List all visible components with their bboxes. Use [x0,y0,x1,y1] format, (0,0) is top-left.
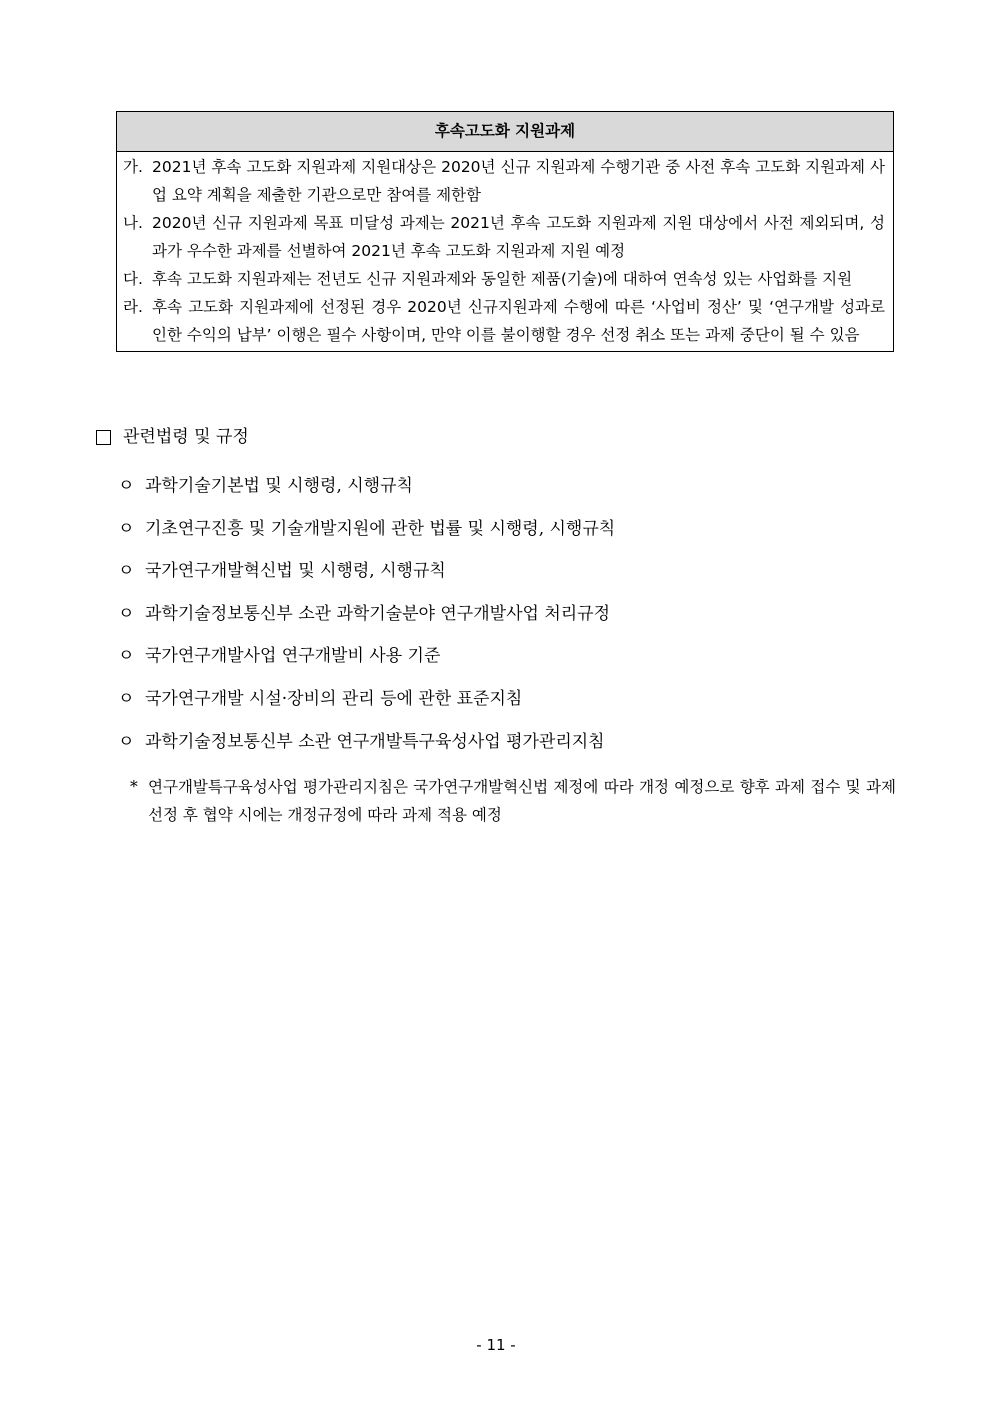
item-text: 2020년 신규 지원과제 목표 미달성 과제는 2021년 후속 고도화 지원과제 지원 대상에서 사전 제외되며, 성과가 우수한 과제를 선별하여 2021년 후속 고도화 지원과제 지원 예정 [152,214,885,260]
item-marker: 다. [123,270,143,288]
box-item [123,153,885,209]
law-text: 과학기술정보통신부 소관 연구개발특구육성사업 평가관리지침 [145,731,605,752]
asterisk-icon: * [130,778,138,796]
list-item [118,557,615,600]
bullet-icon: ㅇ [118,476,135,496]
list-item [118,472,615,515]
item-marker: 라. [123,298,143,316]
bullet-icon: ㅇ [118,561,135,582]
bullet-icon: ㅇ [118,518,135,539]
list-item [118,685,615,728]
page-number: - 11 - [476,1336,516,1354]
list-item [118,728,615,771]
box-item [123,209,885,265]
item-text: 2021년 후속 고도화 지원과제 지원대상은 2020년 신규 지원과제 수행기관 중 사전 후속 고도화 지원과제 사업 요약 계획을 제출한 기관으로만 참여를 제한함 [152,158,885,204]
item-marker: 나. [123,214,143,232]
law-text: 국가연구개발혁신법 및 시행령, 시행규칙 [145,561,446,582]
list-item [118,600,615,643]
checkbox-square-icon [96,430,111,445]
law-text: 국가연구개발 시설·장비의 관리 등에 관한 표준지침 [145,688,523,709]
bullet-icon: ㅇ [118,646,135,667]
item-text: 후속 고도화 지원과제에 선정된 경우 2020년 신규지원과제 수행에 따른 ‘사업비 정산’ 및 ‘연구개발 성과로 인한 수익의 납부’ 이행은 필수 사항이며, 만약 이를 불이행할 경우 선정 취소 또는 과제 중단이 될 수 있음 [152,298,885,344]
box-body [117,152,893,351]
box-item [123,293,885,349]
box-title: 후속고도화 지원과제 [117,112,893,152]
list-item [118,642,615,685]
law-text: 기초연구진흥 및 기술개발지원에 관한 법률 및 시행령, 시행규칙 [145,518,616,539]
box-item [123,265,885,293]
law-text: 과학기술기본법 및 시행령, 시행규칙 [145,476,413,496]
bullet-icon: ㅇ [118,603,135,624]
item-text: 후속 고도화 지원과제는 전년도 신규 지원과제와 동일한 제품(기술)에 대하여 연속성 있는 사업화를 지원 [152,270,853,288]
laws-list [118,472,615,770]
support-task-box [116,111,894,352]
bullet-icon: ㅇ [118,688,135,709]
section-heading [96,424,249,450]
law-text: 과학기술정보통신부 소관 과학기술분야 연구개발사업 처리규정 [145,603,611,624]
list-item [118,515,615,558]
section-title: 관련법령 및 규정 [123,427,249,447]
footnote [130,773,896,829]
item-marker: 가. [123,158,143,176]
law-text: 국가연구개발사업 연구개발비 사용 기준 [145,646,441,667]
footnote-text: 연구개발특구육성사업 평가관리지침은 국가연구개발혁신법 제정에 따라 개정 예정으로 향후 과제 접수 및 과제 선정 후 협약 시에는 개정규정에 따라 과제 적용 예정 [148,778,896,824]
bullet-icon: ㅇ [118,731,135,752]
